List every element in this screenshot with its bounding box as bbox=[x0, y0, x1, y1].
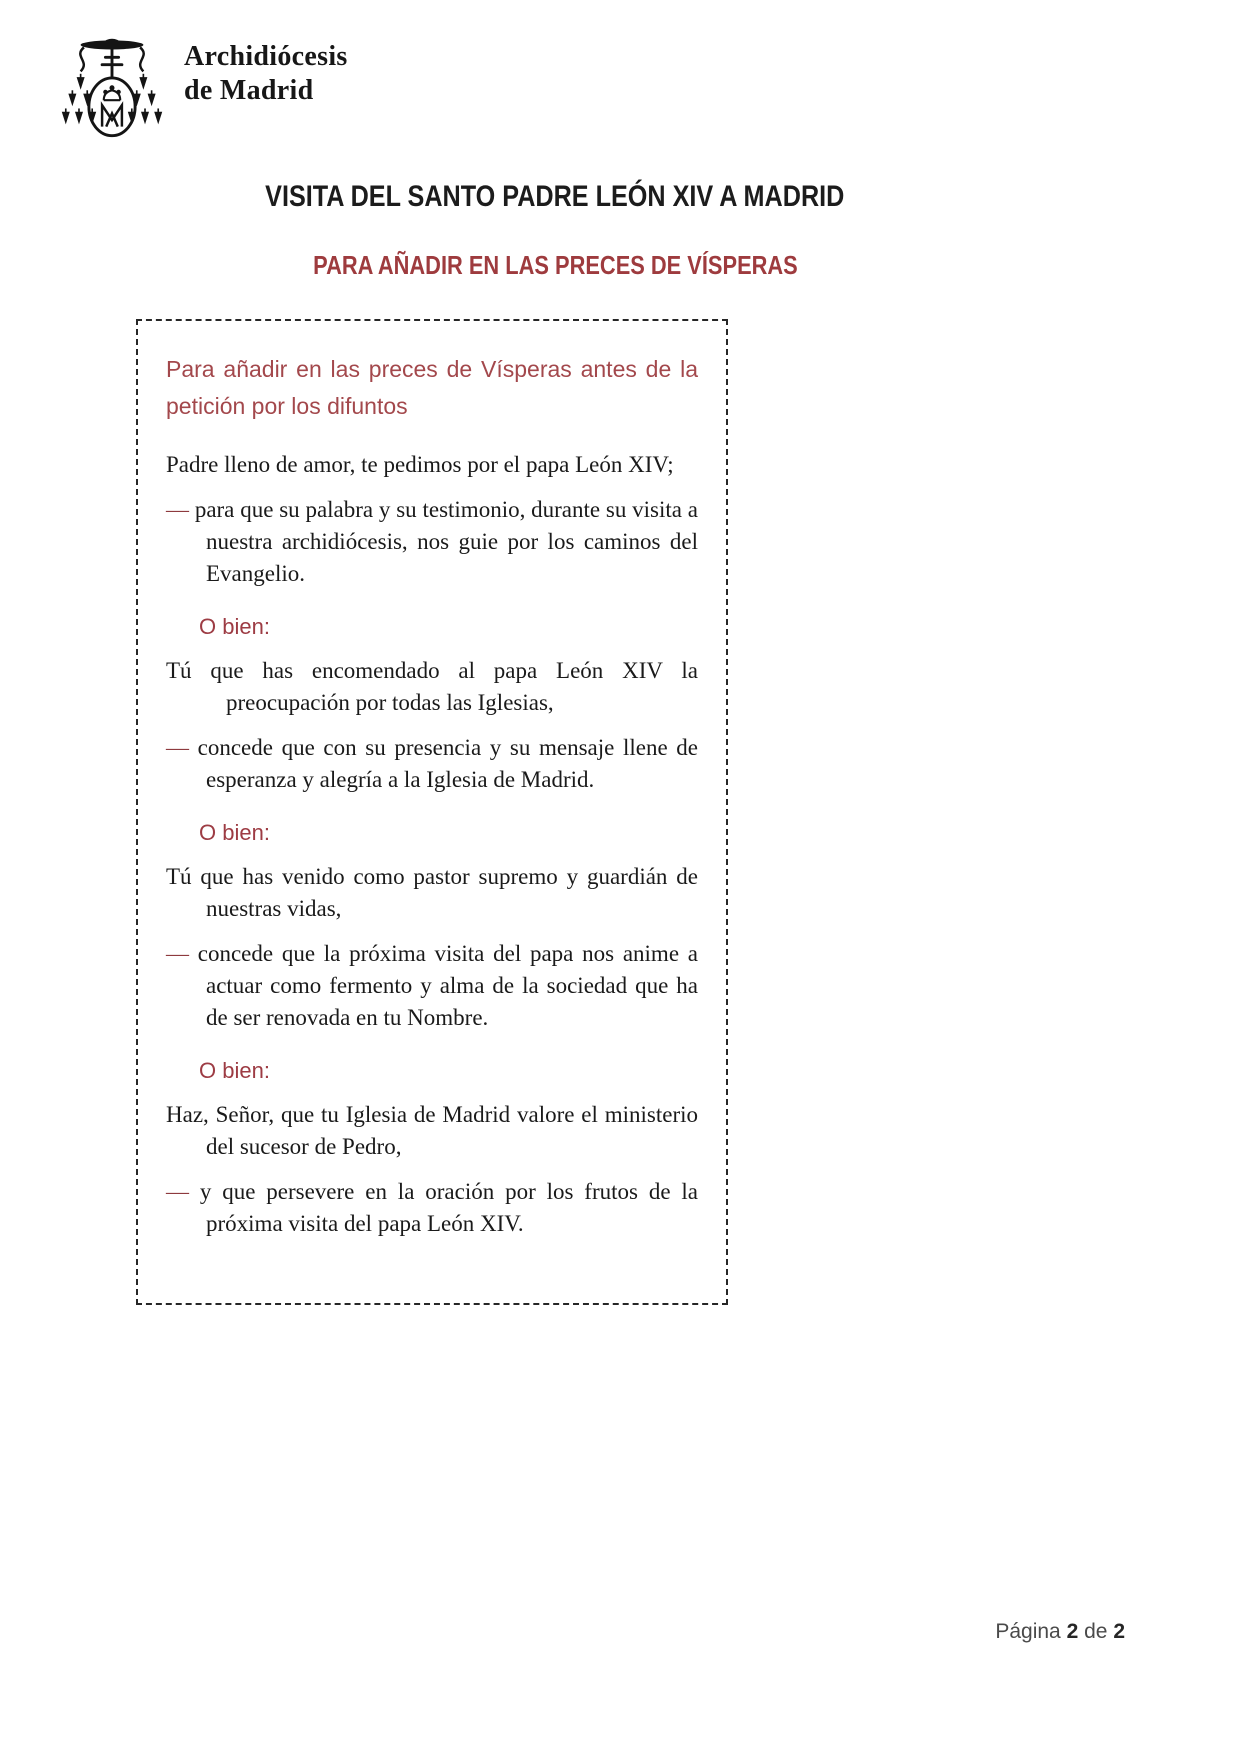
prayer-intro: Haz, Señor, que tu Iglesia de Madrid valore el ministerio del sucesor de Pedro, bbox=[166, 1102, 698, 1159]
prayer-response bbox=[166, 732, 698, 796]
footer-page-number: 2 bbox=[1066, 1620, 1079, 1643]
prayer-box bbox=[136, 319, 728, 1305]
prayer-response bbox=[166, 938, 698, 1034]
prayer-section bbox=[166, 1058, 698, 1240]
footer-prefix: Página bbox=[995, 1620, 1061, 1643]
page-subtitle bbox=[136, 250, 974, 281]
logo bbox=[60, 28, 348, 146]
logo-line-1: Archidiócesis bbox=[184, 41, 348, 72]
prayer-intro: Padre lleno de amor, te pedimos por el papa León XIV; bbox=[166, 452, 674, 477]
obien-divider: O bien: bbox=[199, 614, 270, 639]
archdiocese-crest-icon bbox=[60, 28, 164, 146]
prayer-intro: Tú que has venido como pastor supremo y guardián de nuestras vidas, bbox=[166, 864, 698, 921]
prayer-intro: Tú que has encomendado al papa León XIV la preocupación por todas las Iglesias, bbox=[166, 658, 698, 715]
response-dash: — bbox=[166, 735, 189, 760]
page-footer bbox=[995, 1620, 1125, 1644]
obien-divider: O bien: bbox=[199, 820, 270, 845]
prayer-response bbox=[166, 1176, 698, 1240]
prayer-response bbox=[166, 494, 698, 590]
prayer-response-text: y que persevere en la oración por los frutos de la próxima visita del papa León XIV. bbox=[199, 1179, 698, 1236]
prayer-response-text: para que su palabra y su testimonio, durante su visita a nuestra archidiócesis, nos guie por los caminos del Evangelio. bbox=[194, 497, 698, 586]
prayer-box-heading: Para añadir en las preces de Vísperas antes de la petición por los difuntos bbox=[166, 356, 698, 419]
response-dash: — bbox=[166, 1179, 189, 1204]
logo-wordmark bbox=[184, 40, 348, 108]
footer-separator: de bbox=[1084, 1620, 1108, 1643]
logo-line-2: de Madrid bbox=[184, 75, 314, 106]
footer-page-total: 2 bbox=[1113, 1620, 1125, 1643]
page-title bbox=[136, 180, 974, 214]
prayer-section bbox=[166, 820, 698, 1034]
page-title-text: VISITA DEL SANTO PADRE LEÓN XIV A MADRID bbox=[265, 180, 845, 213]
obien-divider: O bien: bbox=[199, 1058, 270, 1083]
prayer-response-text: concede que la próxima visita del papa nos anime a actuar como fermento y alma de la sociedad que ha de ser renovada en tu Nombre. bbox=[197, 941, 698, 1030]
prayer-response-text: concede que con su presencia y su mensaje llene de esperanza y alegría a la Iglesia de Madrid. bbox=[197, 735, 698, 792]
response-dash: — bbox=[166, 941, 189, 966]
response-dash: — bbox=[166, 497, 189, 522]
prayer-section bbox=[166, 614, 698, 796]
page-subtitle-text: PARA AÑADIR EN LAS PRECES DE VÍSPERAS bbox=[312, 250, 798, 280]
prayer-section bbox=[166, 449, 698, 590]
